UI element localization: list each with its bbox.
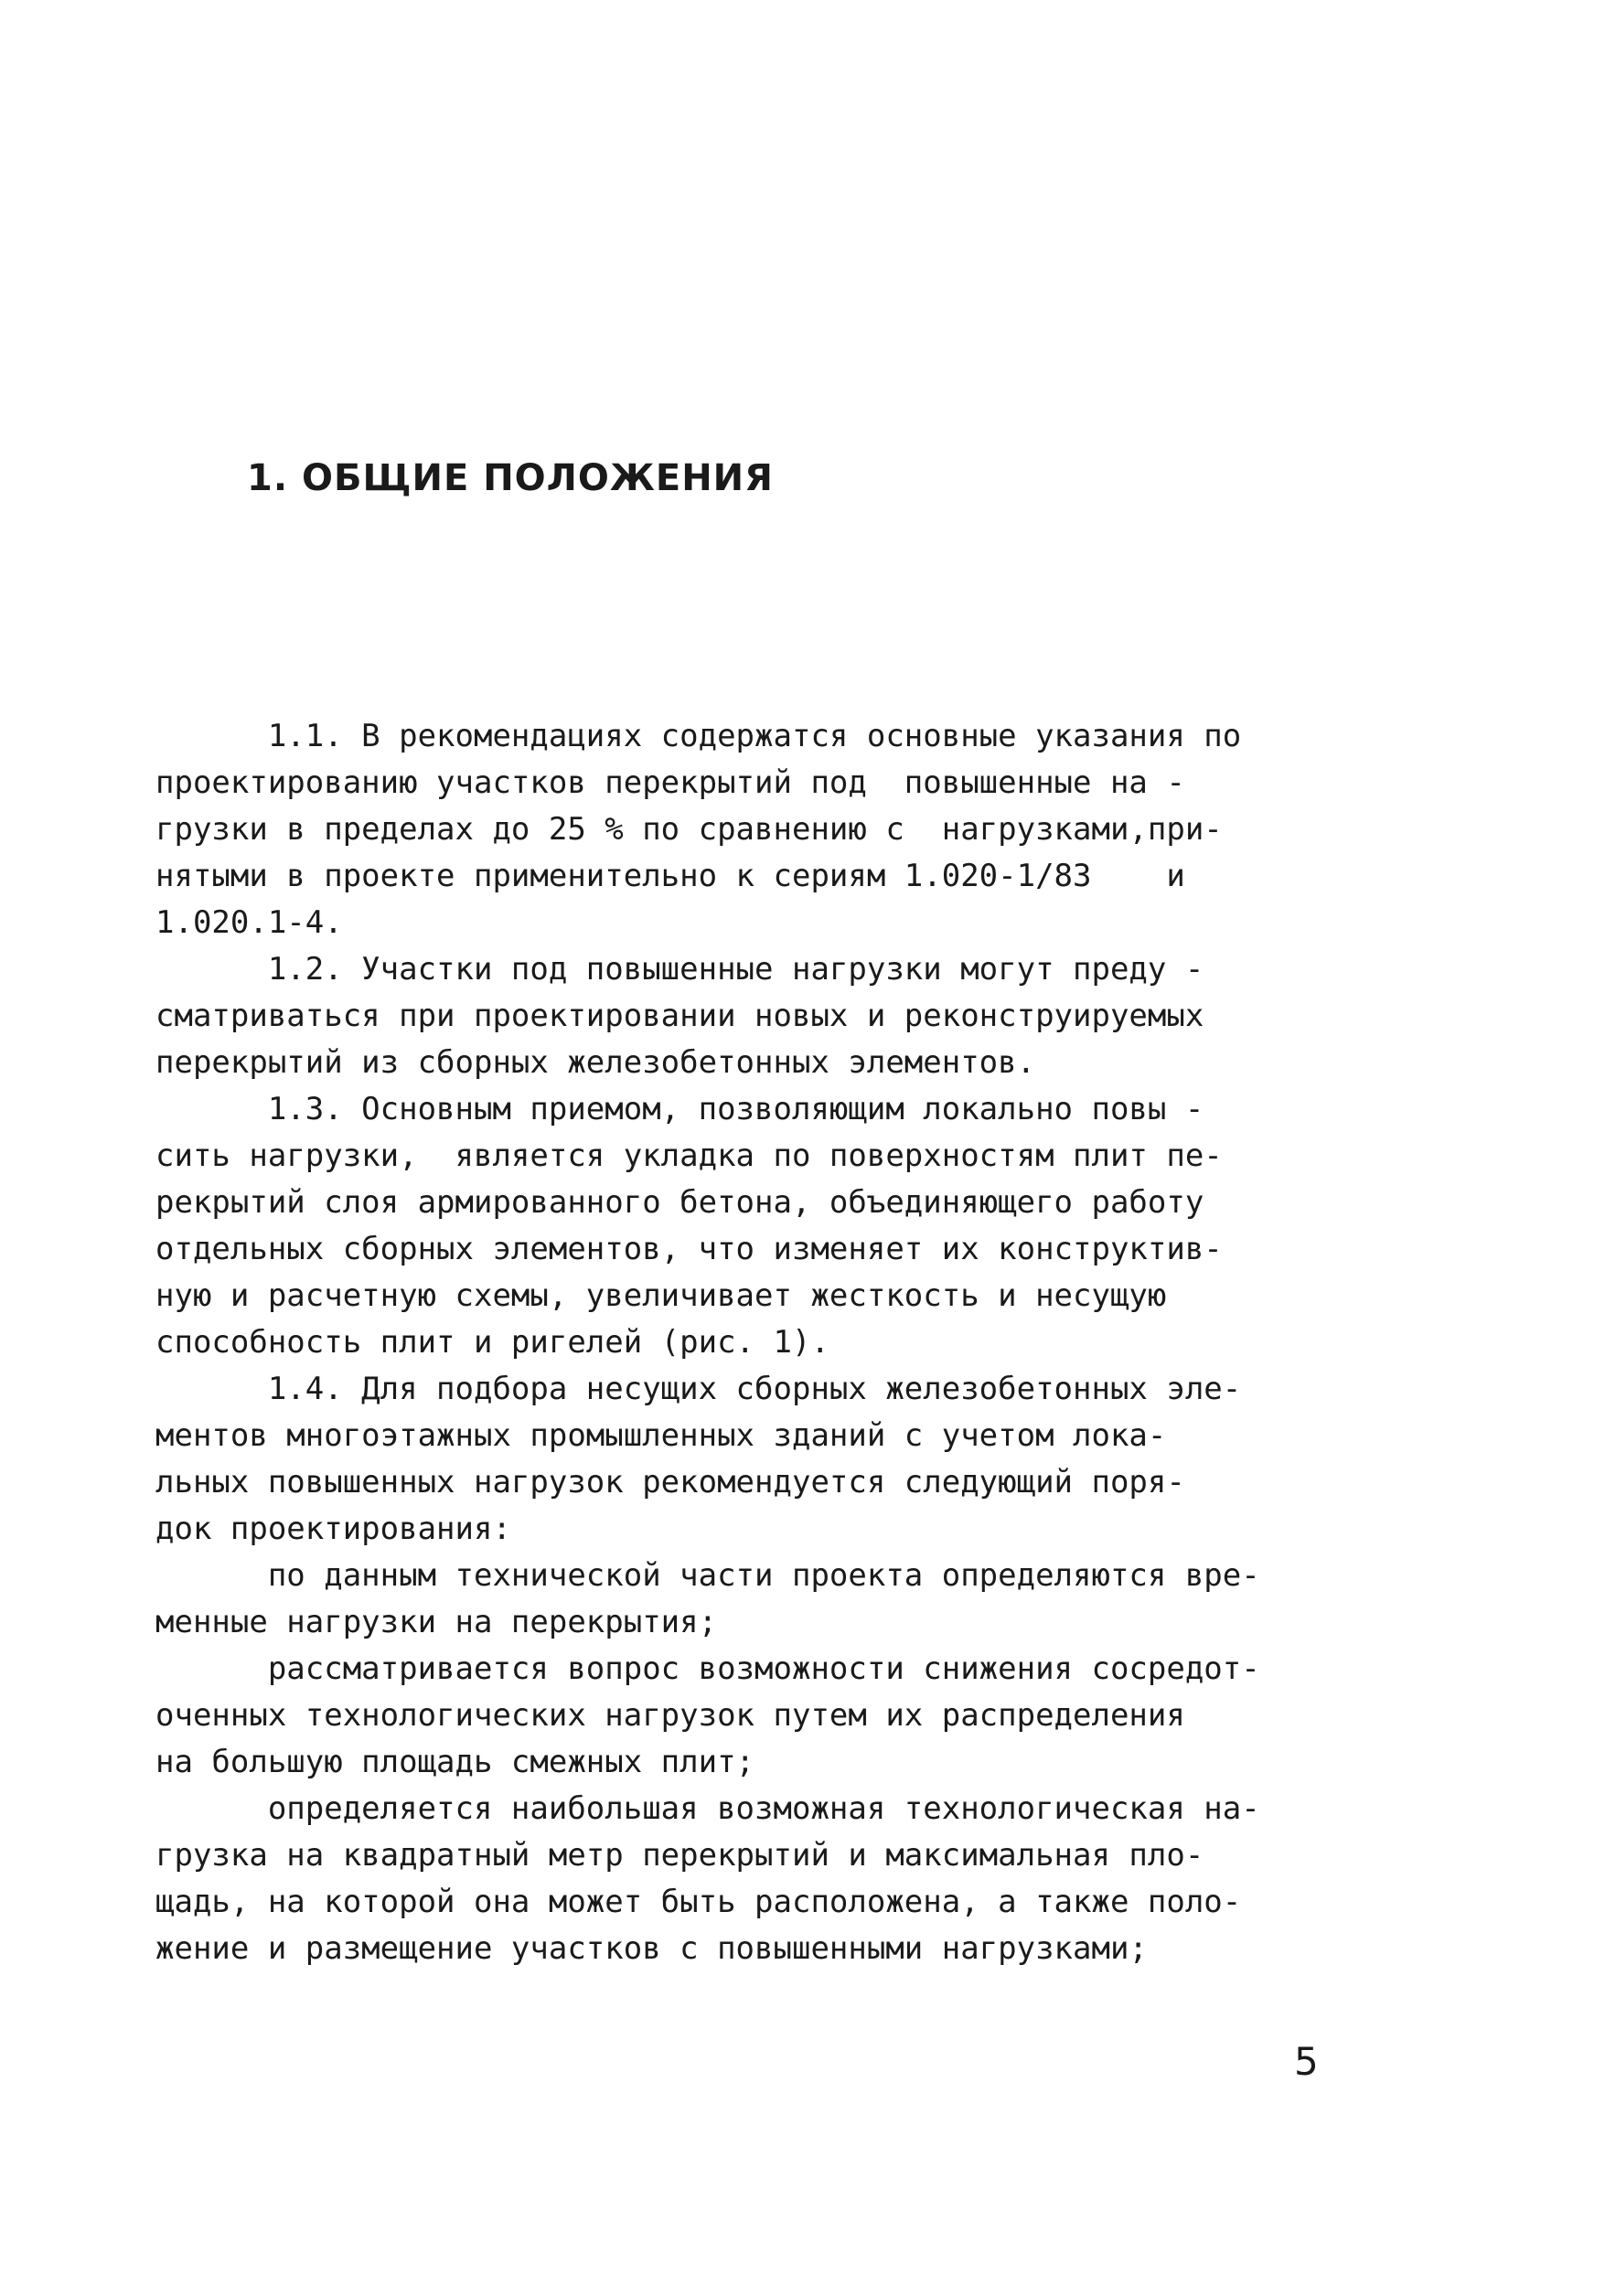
text-line: рассматривается вопрос возможности снижения сосредот-	[155, 1650, 1260, 1687]
text-line: проектированию участков перекрытий под повышенные на -	[155, 764, 1185, 801]
text-line: отдельных сборных элементов, что изменяет их конструктив-	[155, 1231, 1223, 1267]
text-line: перекрытий из сборных железобетонных элементов.	[155, 1044, 1036, 1081]
text-line: ментов многоэтажных промышленных зданий с учетом лока-	[155, 1417, 1167, 1454]
text-line: нятыми в проекте применительно к сериям 1.020-1/83 и	[155, 858, 1185, 894]
text-line: менные нагрузки на перекрытия;	[155, 1604, 718, 1640]
body-text	[155, 713, 1399, 1972]
text-line: 1.3. Основным приемом, позволяющим локально повы -	[155, 1091, 1204, 1127]
text-line: на большую площадь смежных плит;	[155, 1744, 755, 1780]
text-line: грузка на квадратный метр перекрытий и максимальная пло-	[155, 1837, 1204, 1874]
text-line: 1.2. Участки под повышенные нагрузки могут преду -	[155, 951, 1204, 988]
page-number: 5	[1294, 2039, 1319, 2084]
text-line: рекрытий слоя армированного бетона, объединяющего работу	[155, 1184, 1204, 1221]
text-line: льных повышенных нагрузок рекомендуется следующий поря-	[155, 1464, 1185, 1500]
section-heading: 1. ОБЩИЕ ПОЛОЖЕНИЯ	[247, 457, 774, 499]
text-line: по данным технической части проекта определяются вре-	[155, 1557, 1260, 1594]
text-line: 1.1. В рекомендациях содержатся основные указания по	[155, 718, 1242, 754]
text-line: определяется наибольшая возможная технологическая на-	[155, 1790, 1260, 1827]
text-line: 1.4. Для подбора несущих сборных железобетонных эле-	[155, 1371, 1242, 1407]
text-line: жение и размещение участков с повышенными нагрузками;	[155, 1930, 1148, 1967]
text-line: сматриваться при проектировании новых и реконструируемых	[155, 998, 1204, 1034]
text-line: грузки в пределах до 25 % по сравнению с нагрузками,при-	[155, 811, 1223, 848]
text-line: 1.020.1-4.	[155, 904, 343, 941]
text-line: щадь, на которой она может быть расположена, а также поло-	[155, 1884, 1242, 1920]
text-line: сить нагрузки, является укладка по поверхностям плит пе-	[155, 1137, 1223, 1174]
text-line: ную и расчетную схемы, увеличивает жесткость и несущую	[155, 1277, 1167, 1314]
text-line: оченных технологических нагрузок путем их распределения	[155, 1697, 1185, 1734]
text-line: способность плит и ригелей (рис. 1).	[155, 1324, 829, 1361]
text-line: док проектирования:	[155, 1511, 511, 1547]
